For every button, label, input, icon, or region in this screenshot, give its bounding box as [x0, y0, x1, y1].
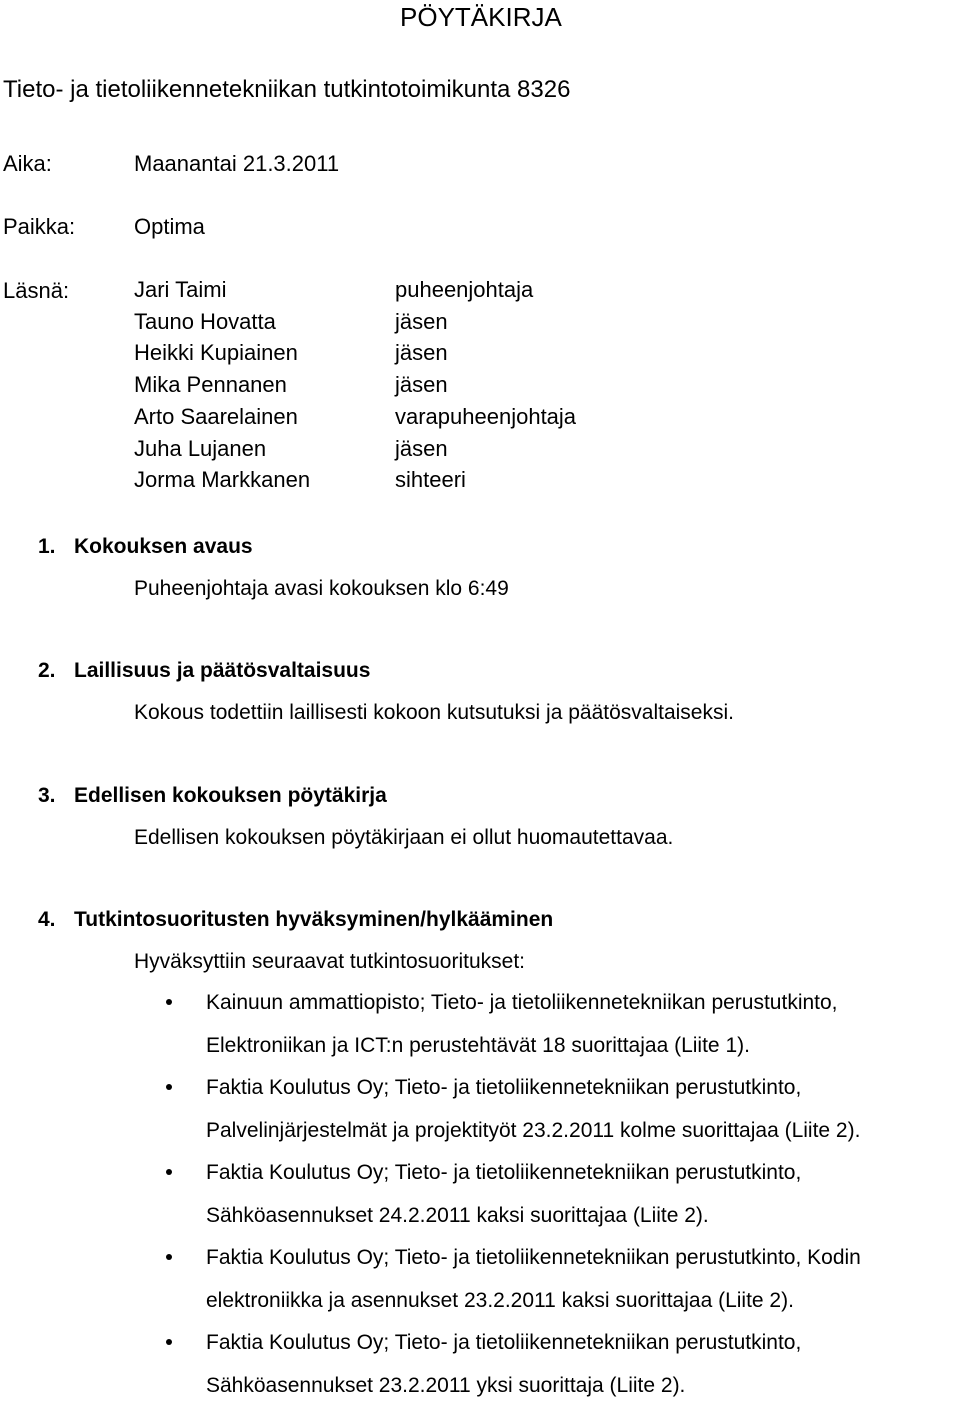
section-number: 4.: [38, 908, 56, 931]
section-text: Puheenjohtaja avasi kokouksen klo 6:49: [134, 577, 509, 600]
approval-line: Sähköasennukset 24.2.2011 kaksi suorittajaa (Liite 2).: [206, 1204, 709, 1227]
approval-item: [206, 1236, 861, 1322]
approval-line: Faktia Koulutus Oy; Tieto- ja tietoliikennetekniikan perustutkinto,: [206, 1076, 802, 1099]
section-heading: Tutkintosuoritusten hyväksyminen/hylkääminen: [74, 908, 554, 931]
time-value: Maanantai 21.3.2011: [134, 151, 340, 176]
attendee-roles: [395, 274, 576, 496]
approval-line: Faktia Koulutus Oy; Tieto- ja tietoliikennetekniikan perustutkinto,: [206, 1161, 802, 1184]
attendee-name: Jorma Markkanen: [134, 467, 311, 493]
attendee-role: jäsen: [395, 308, 448, 334]
attendee-role: jäsen: [395, 340, 448, 366]
approval-item: [206, 1321, 801, 1407]
bullet-icon: [166, 1254, 172, 1260]
attendee-role: jäsen: [395, 372, 448, 398]
approval-line: Palvelinjärjestelmät ja projektityöt 23.2.2011 kolme suorittajaa (Liite 2).: [206, 1119, 861, 1142]
attendee-names: [134, 274, 310, 496]
attendee-name: Mika Pennanen: [134, 372, 287, 398]
approval-item: [206, 1151, 801, 1237]
approval-line: Elektroniikan ja ICT:n perustehtävät 18 suorittajaa (Liite 1).: [206, 1034, 750, 1057]
attendee-role: varapuheenjohtaja: [395, 403, 577, 429]
section-number: 3.: [38, 784, 56, 807]
bullet-icon: [166, 1084, 172, 1090]
section-text: Edellisen kokouksen pöytäkirjaan ei ollut huomautettavaa.: [134, 826, 674, 849]
approval-line: Faktia Koulutus Oy; Tieto- ja tietoliikennetekniikan perustutkinto,: [206, 1331, 802, 1354]
attendees-label: Läsnä:: [3, 278, 70, 303]
approval-line: Sähköasennukset 23.2.2011 yksi suorittaja (Liite 2).: [206, 1374, 686, 1397]
time-label: Aika:: [3, 151, 52, 176]
bullet-icon: [166, 1169, 172, 1175]
section-number: 1.: [38, 535, 56, 558]
bullet-icon: [166, 1339, 172, 1345]
approval-line: Faktia Koulutus Oy; Tieto- ja tietoliikennetekniikan perustutkinto, Kodin: [206, 1246, 861, 1269]
section-number: 2.: [38, 659, 56, 682]
attendee-name: Jari Taimi: [134, 277, 227, 302]
bullet-icon: [166, 999, 172, 1005]
section-text: Kokous todettiin laillisesti kokoon kutsutuksi ja päätösvaltaiseksi.: [134, 701, 734, 724]
attendee-name: Juha Lujanen: [134, 435, 267, 461]
attendee-role: sihteeri: [395, 467, 466, 493]
approval-item: [206, 981, 838, 1067]
section-heading: Kokouksen avaus: [74, 535, 253, 558]
attendee-role: jäsen: [395, 435, 448, 461]
place-value: Optima: [134, 214, 205, 239]
section-heading: Laillisuus ja päätösvaltaisuus: [74, 659, 371, 682]
approval-line: Kainuun ammattiopisto; Tieto- ja tietoliikennetekniikan perustutkinto,: [206, 991, 838, 1014]
attendee-name: Tauno Hovatta: [134, 308, 276, 334]
place-label: Paikka:: [3, 214, 76, 239]
section-heading: Edellisen kokouksen pöytäkirja: [74, 784, 387, 807]
document-title: PÖYTÄKIRJA: [400, 2, 562, 32]
attendee-role: puheenjohtaja: [395, 277, 534, 302]
approval-item: [206, 1066, 860, 1152]
committee-name: Tieto- ja tietoliikennetekniikan tutkintotoimikunta 8326: [3, 76, 571, 103]
section-text: Hyväksyttiin seuraavat tutkintosuoritukset:: [134, 950, 526, 973]
approval-line: elektroniikka ja asennukset 23.2.2011 kaksi suorittajaa (Liite 2).: [206, 1289, 794, 1312]
attendee-name: Heikki Kupiainen: [134, 340, 298, 366]
attendee-name: Arto Saarelainen: [134, 403, 298, 429]
